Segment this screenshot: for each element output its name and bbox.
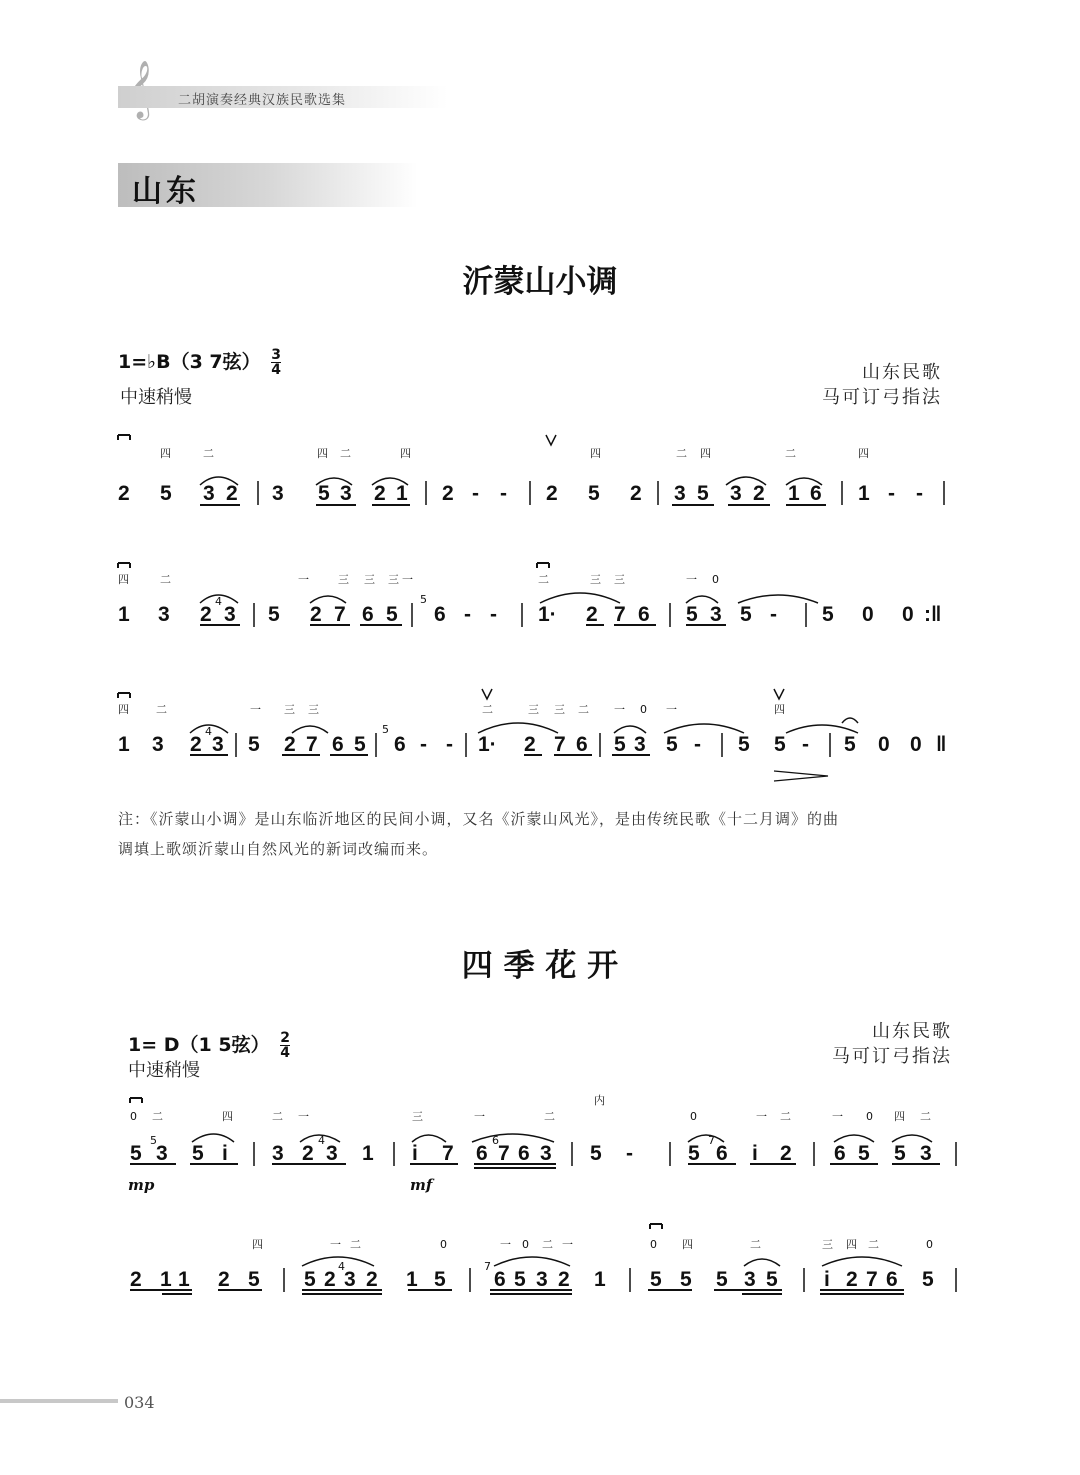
jianpu-note: 5 bbox=[688, 1142, 700, 1165]
jianpu-note: 5 bbox=[697, 482, 709, 505]
fingering: 0 bbox=[640, 703, 647, 716]
jianpu-note: 3 bbox=[744, 1268, 756, 1291]
score-line-5 bbox=[0, 1218, 1080, 1308]
slurs bbox=[302, 1257, 902, 1266]
fingering: 0 bbox=[130, 1110, 137, 1123]
time-signature-2 bbox=[280, 1031, 290, 1060]
fingering: 二 bbox=[350, 1238, 361, 1251]
key-text-1: 1=♭B（3 7弦） bbox=[118, 351, 261, 373]
jianpu-note: 6 bbox=[638, 603, 650, 626]
jianpu-note: 5 bbox=[514, 1268, 526, 1291]
jianpu-note: 6 bbox=[518, 1142, 530, 1165]
fingering: 二 bbox=[152, 1110, 163, 1123]
jianpu-note: 6 bbox=[332, 733, 344, 756]
jianpu-note: 0 bbox=[902, 603, 914, 626]
jianpu-note: 5 bbox=[766, 1268, 778, 1291]
jianpu-note: 3 bbox=[540, 1142, 552, 1165]
jianpu-note: 5 bbox=[686, 603, 698, 626]
jianpu-note: 5 bbox=[922, 1268, 934, 1291]
fingering: 一 bbox=[500, 1238, 511, 1251]
jianpu-note: 6 bbox=[834, 1142, 846, 1165]
fingering: 二 bbox=[785, 447, 796, 460]
fingering: 二 bbox=[538, 573, 549, 586]
jianpu-note: 2 bbox=[558, 1268, 570, 1291]
jianpu-note: 3 bbox=[674, 482, 686, 505]
book-title: 二胡演奏经典汉族民歌选集 bbox=[178, 93, 347, 108]
fingering: 一 bbox=[298, 1110, 309, 1123]
down-bow-icon bbox=[118, 435, 130, 440]
fingering-row bbox=[118, 703, 785, 716]
dynamic-marking: mp bbox=[128, 1176, 155, 1194]
jianpu-note: 5 bbox=[160, 482, 172, 505]
jianpu-note: 2 bbox=[366, 1268, 378, 1291]
down-bow-icon bbox=[118, 563, 130, 568]
fingering-row bbox=[252, 1238, 933, 1251]
page-number: 034 bbox=[124, 1393, 155, 1412]
fingering: 0 bbox=[866, 1110, 873, 1123]
jianpu-note: 2 bbox=[218, 1268, 230, 1291]
grace-note: 4 bbox=[338, 1260, 345, 1273]
jianpu-note: 3 bbox=[203, 482, 215, 505]
down-bow-icon bbox=[130, 1098, 142, 1103]
fingering: 三 bbox=[590, 573, 601, 586]
fingering: 二 bbox=[780, 1110, 791, 1123]
jianpu-note: 5 bbox=[666, 733, 678, 756]
fingering: 二 bbox=[203, 447, 214, 460]
note-row bbox=[118, 481, 944, 505]
jianpu-note: 1 bbox=[362, 1142, 374, 1165]
jianpu-note: 0 bbox=[910, 733, 922, 756]
song-title-2: 四 季 花 开 bbox=[461, 948, 619, 984]
fingering: 二 bbox=[578, 703, 589, 716]
jianpu-note: 6 bbox=[494, 1268, 506, 1291]
jianpu-note: 3 bbox=[634, 733, 646, 756]
jianpu-note: 1 bbox=[406, 1268, 418, 1291]
jianpu-note: 3 bbox=[152, 733, 164, 756]
jianpu-note: 5 bbox=[354, 733, 366, 756]
jianpu-note: 5 bbox=[894, 1142, 906, 1165]
jianpu-note: 3 bbox=[920, 1142, 932, 1165]
jianpu-note: 2 bbox=[200, 603, 212, 626]
fingering: 四 bbox=[858, 447, 869, 460]
jianpu-note: i bbox=[222, 1142, 228, 1165]
grace-note: 5 bbox=[382, 723, 389, 736]
jianpu-note: 2 bbox=[130, 1268, 142, 1291]
song-arranger-1: 马可订弓指法 bbox=[822, 387, 942, 408]
fingering: 四 bbox=[894, 1110, 905, 1123]
fingering: 0 bbox=[440, 1238, 447, 1251]
fingering: 内 bbox=[594, 1094, 605, 1107]
jianpu-note: 3 bbox=[730, 482, 742, 505]
jianpu-note: 0 bbox=[862, 603, 874, 626]
jianpu-note: 1 bbox=[858, 482, 870, 505]
jianpu-note: - bbox=[464, 603, 471, 626]
footer-rule bbox=[0, 1399, 118, 1403]
key-signature-1 bbox=[118, 347, 281, 377]
fingering: 三 bbox=[364, 573, 375, 586]
fingering: 三 bbox=[528, 703, 539, 716]
jianpu-note: 1 bbox=[118, 733, 130, 756]
region-heading: 山东 bbox=[132, 174, 200, 209]
fingering-row bbox=[160, 447, 869, 460]
fingering: 三 bbox=[412, 1110, 423, 1123]
jianpu-note: - bbox=[626, 1142, 633, 1165]
jianpu-note: 6 bbox=[434, 603, 446, 626]
fingering: 二 bbox=[676, 447, 687, 460]
jianpu-note: 5 bbox=[304, 1268, 316, 1291]
jianpu-note: 3 bbox=[340, 482, 352, 505]
grace-note: 7 bbox=[484, 1260, 491, 1273]
jianpu-note: 5 bbox=[588, 482, 600, 505]
slurs bbox=[200, 593, 818, 603]
score-line-3 bbox=[0, 685, 1080, 790]
jianpu-note: 5 bbox=[650, 1268, 662, 1291]
jianpu-note: - bbox=[446, 733, 453, 756]
fingering: 四 bbox=[682, 1238, 693, 1251]
slurs bbox=[192, 1134, 932, 1142]
score-line-2 bbox=[0, 555, 1080, 655]
jianpu-note: - bbox=[420, 733, 427, 756]
jianpu-note: 5 bbox=[738, 733, 750, 756]
grace-note: 7 bbox=[708, 1134, 715, 1147]
time-sig-den-2: 4 bbox=[280, 1045, 290, 1061]
jianpu-note: 2 bbox=[546, 482, 558, 505]
tempo-marking-2: 中速稍慢 bbox=[128, 1060, 200, 1081]
fingering-row bbox=[118, 573, 719, 586]
grace-note: 4 bbox=[205, 725, 212, 738]
fingering: 一 bbox=[614, 703, 625, 716]
fingering: 三 bbox=[308, 703, 319, 716]
fingering: 一 bbox=[298, 573, 309, 586]
fingering: 一 bbox=[756, 1110, 767, 1123]
grace-note: 5 bbox=[150, 1134, 157, 1147]
fingering: 四 bbox=[222, 1110, 233, 1123]
jianpu-note: 5 bbox=[716, 1268, 728, 1291]
jianpu-note: 6 bbox=[576, 733, 588, 756]
fingering: 二 bbox=[920, 1110, 931, 1123]
fingering: 四 bbox=[317, 447, 328, 460]
fingering-row bbox=[130, 1093, 931, 1123]
jianpu-note: 3 bbox=[272, 1142, 284, 1165]
time-sig-den-1: 4 bbox=[271, 362, 282, 378]
jianpu-note: 3 bbox=[156, 1142, 168, 1165]
jianpu-note: 1· bbox=[478, 733, 497, 756]
jianpu-note: 7 bbox=[306, 733, 318, 756]
jianpu-note: 6 bbox=[716, 1142, 728, 1165]
jianpu-note: 2 bbox=[324, 1268, 336, 1291]
time-sig-num-2: 2 bbox=[280, 1030, 290, 1046]
jianpu-note: 1· bbox=[538, 603, 557, 626]
fingering: 二 bbox=[544, 1110, 555, 1123]
grace-note: 4 bbox=[318, 1134, 325, 1147]
fingering: 一 bbox=[686, 573, 697, 586]
jianpu-note: 2 bbox=[118, 482, 130, 505]
fingering: 二 bbox=[750, 1238, 761, 1251]
fingering: 四 bbox=[774, 703, 785, 716]
jianpu-note: 5 bbox=[268, 603, 280, 626]
jianpu-note: 3 bbox=[344, 1268, 356, 1291]
down-bow-icon bbox=[118, 693, 130, 698]
jianpu-note: 3 bbox=[158, 603, 170, 626]
jianpu-note: 6 bbox=[476, 1142, 488, 1165]
repeat-sign: :‖ bbox=[924, 603, 942, 626]
fingering: 四 bbox=[118, 573, 129, 586]
slurs bbox=[200, 477, 822, 485]
grace-note: 5 bbox=[420, 593, 427, 606]
fingering: 一 bbox=[402, 573, 413, 586]
fingering: 二 bbox=[160, 573, 171, 586]
fingering: 一 bbox=[666, 703, 677, 716]
fingering: 三 bbox=[554, 703, 565, 716]
fingering: 三 bbox=[614, 573, 625, 586]
note-row bbox=[130, 1260, 956, 1292]
fingering: 四 bbox=[252, 1238, 263, 1251]
jianpu-note: 5 bbox=[858, 1142, 870, 1165]
jianpu-note: - bbox=[490, 603, 497, 626]
jianpu-note: 3 bbox=[710, 603, 722, 626]
up-bow-icon bbox=[774, 689, 784, 699]
jianpu-note: 7 bbox=[498, 1142, 510, 1165]
fingering: 0 bbox=[712, 573, 719, 586]
fingering: 一 bbox=[330, 1238, 341, 1251]
fingering: 二 bbox=[482, 703, 493, 716]
song-origin-1: 山东民歌 bbox=[862, 362, 942, 383]
footnote bbox=[118, 804, 958, 864]
jianpu-note: - bbox=[472, 482, 479, 505]
jianpu-note: 6 bbox=[886, 1268, 898, 1291]
song-arranger-2: 马可订弓指法 bbox=[832, 1046, 952, 1067]
jianpu-note: 5 bbox=[844, 733, 856, 756]
fingering: 二 bbox=[272, 1110, 283, 1123]
fingering: 一 bbox=[832, 1110, 843, 1123]
tempo-marking-1: 中速稍慢 bbox=[120, 387, 192, 408]
footnote-line-2: 调填上歌颂沂蒙山自然风光的新词改编而来。 bbox=[118, 840, 439, 858]
jianpu-note: 6 bbox=[810, 482, 822, 505]
fingering: 0 bbox=[690, 1110, 697, 1123]
jianpu-note: 2 bbox=[190, 733, 202, 756]
jianpu-note: i bbox=[412, 1142, 418, 1165]
jianpu-note: 2 bbox=[524, 733, 536, 756]
jianpu-note: 1 bbox=[594, 1268, 606, 1291]
jianpu-note: 3 bbox=[536, 1268, 548, 1291]
jianpu-note: 5 bbox=[774, 733, 786, 756]
jianpu-note: i bbox=[752, 1142, 758, 1165]
jianpu-note: 6 bbox=[394, 733, 406, 756]
down-bow-icon bbox=[650, 1224, 662, 1229]
jianpu-note: 2 bbox=[442, 482, 454, 505]
fingering: 二 bbox=[868, 1238, 879, 1251]
footnote-line-1: 注：《沂蒙山小调》是山东临沂地区的民间小调，又名《沂蒙山风光》，是由传统民歌《十二月调》的曲 bbox=[118, 810, 840, 828]
grace-note: 4 bbox=[215, 595, 222, 608]
fingering: 0 bbox=[522, 1238, 529, 1251]
score-line-1 bbox=[0, 425, 1080, 525]
slurs bbox=[190, 718, 858, 733]
fingering: 一 bbox=[562, 1238, 573, 1251]
key-text-2: 1= D（1 5弦） bbox=[128, 1034, 270, 1056]
jianpu-note: - bbox=[888, 482, 895, 505]
jianpu-note: 2 bbox=[310, 603, 322, 626]
fingering: 三 bbox=[284, 703, 295, 716]
fingering: 0 bbox=[926, 1238, 933, 1251]
fingering: 三 bbox=[388, 573, 399, 586]
jianpu-note: 2 bbox=[374, 482, 386, 505]
fermata-icon bbox=[842, 718, 858, 723]
jianpu-note: 3 bbox=[326, 1142, 338, 1165]
jianpu-note: - bbox=[802, 733, 809, 756]
fingering: 四 bbox=[590, 447, 601, 460]
dynamic-marking: mf bbox=[410, 1176, 433, 1194]
fingering: 四 bbox=[700, 447, 711, 460]
note-row bbox=[118, 593, 941, 627]
jianpu-note: 5 bbox=[130, 1142, 142, 1165]
fingering: 三 bbox=[338, 573, 349, 586]
jianpu-note: 7 bbox=[442, 1142, 454, 1165]
note-row bbox=[118, 723, 946, 757]
jianpu-note: 7 bbox=[334, 603, 346, 626]
final-barline: ‖ bbox=[936, 733, 947, 756]
jianpu-note: 1 bbox=[788, 482, 800, 505]
jianpu-note: 5 bbox=[590, 1142, 602, 1165]
jianpu-note: 5 bbox=[614, 733, 626, 756]
jianpu-note: 0 bbox=[878, 733, 890, 756]
fingering: 二 bbox=[340, 447, 351, 460]
jianpu-note: 1 bbox=[160, 1268, 172, 1291]
jianpu-note: 2 bbox=[284, 733, 296, 756]
fingering: 一 bbox=[250, 703, 261, 716]
bow-marks bbox=[118, 435, 556, 445]
jianpu-note: - bbox=[770, 603, 777, 626]
jianpu-note: 5 bbox=[248, 733, 260, 756]
jianpu-note: 2 bbox=[846, 1268, 858, 1291]
jianpu-note: 2 bbox=[780, 1142, 792, 1165]
jianpu-note: 7 bbox=[554, 733, 566, 756]
down-bow-icon bbox=[537, 563, 549, 568]
up-bow-icon bbox=[546, 435, 556, 445]
jianpu-note: 3 bbox=[272, 482, 284, 505]
time-sig-num-1: 3 bbox=[271, 347, 282, 363]
fingering: 四 bbox=[400, 447, 411, 460]
jianpu-note: i bbox=[824, 1268, 830, 1291]
jianpu-note: 5 bbox=[740, 603, 752, 626]
up-bow-icon bbox=[482, 689, 492, 699]
fingering: 一 bbox=[474, 1110, 485, 1123]
jianpu-note: 1 bbox=[178, 1268, 190, 1291]
time-signature-1 bbox=[271, 348, 281, 377]
decrescendo-icon bbox=[774, 771, 828, 781]
song-origin-2: 山东民歌 bbox=[872, 1021, 952, 1042]
fingering: 三 bbox=[822, 1238, 833, 1251]
jianpu-note: 5 bbox=[318, 482, 330, 505]
jianpu-note: 5 bbox=[248, 1268, 260, 1291]
jianpu-note: - bbox=[500, 482, 507, 505]
jianpu-note: 2 bbox=[226, 482, 238, 505]
jianpu-note: 2 bbox=[586, 603, 598, 626]
fingering: 0 bbox=[650, 1238, 657, 1251]
jianpu-note: 1 bbox=[118, 603, 130, 626]
jianpu-note: 5 bbox=[192, 1142, 204, 1165]
jianpu-note: 2 bbox=[630, 482, 642, 505]
jianpu-note: 2 bbox=[753, 482, 765, 505]
jianpu-note: - bbox=[694, 733, 701, 756]
jianpu-note: 2 bbox=[302, 1142, 314, 1165]
fingering: 四 bbox=[160, 447, 171, 460]
jianpu-note: 7 bbox=[614, 603, 626, 626]
jianpu-note: 1 bbox=[396, 482, 408, 505]
score-line-4 bbox=[0, 1090, 1080, 1200]
jianpu-note: 5 bbox=[386, 603, 398, 626]
fingering: 四 bbox=[118, 703, 129, 716]
song-title-1: 沂蒙山小调 bbox=[462, 264, 618, 300]
jianpu-note: 5 bbox=[434, 1268, 446, 1291]
beam-lines bbox=[130, 1164, 940, 1168]
fingering: 二 bbox=[156, 703, 167, 716]
jianpu-note: - bbox=[916, 482, 923, 505]
jianpu-note: 3 bbox=[224, 603, 236, 626]
fingering: 四 bbox=[846, 1238, 857, 1251]
jianpu-note: 7 bbox=[866, 1268, 878, 1291]
fingering: 二 bbox=[542, 1238, 553, 1251]
grace-note: 6 bbox=[492, 1134, 499, 1147]
jianpu-note: 5 bbox=[680, 1268, 692, 1291]
jianpu-note: 3 bbox=[212, 733, 224, 756]
jianpu-note: 6 bbox=[362, 603, 374, 626]
jianpu-note: 5 bbox=[822, 603, 834, 626]
